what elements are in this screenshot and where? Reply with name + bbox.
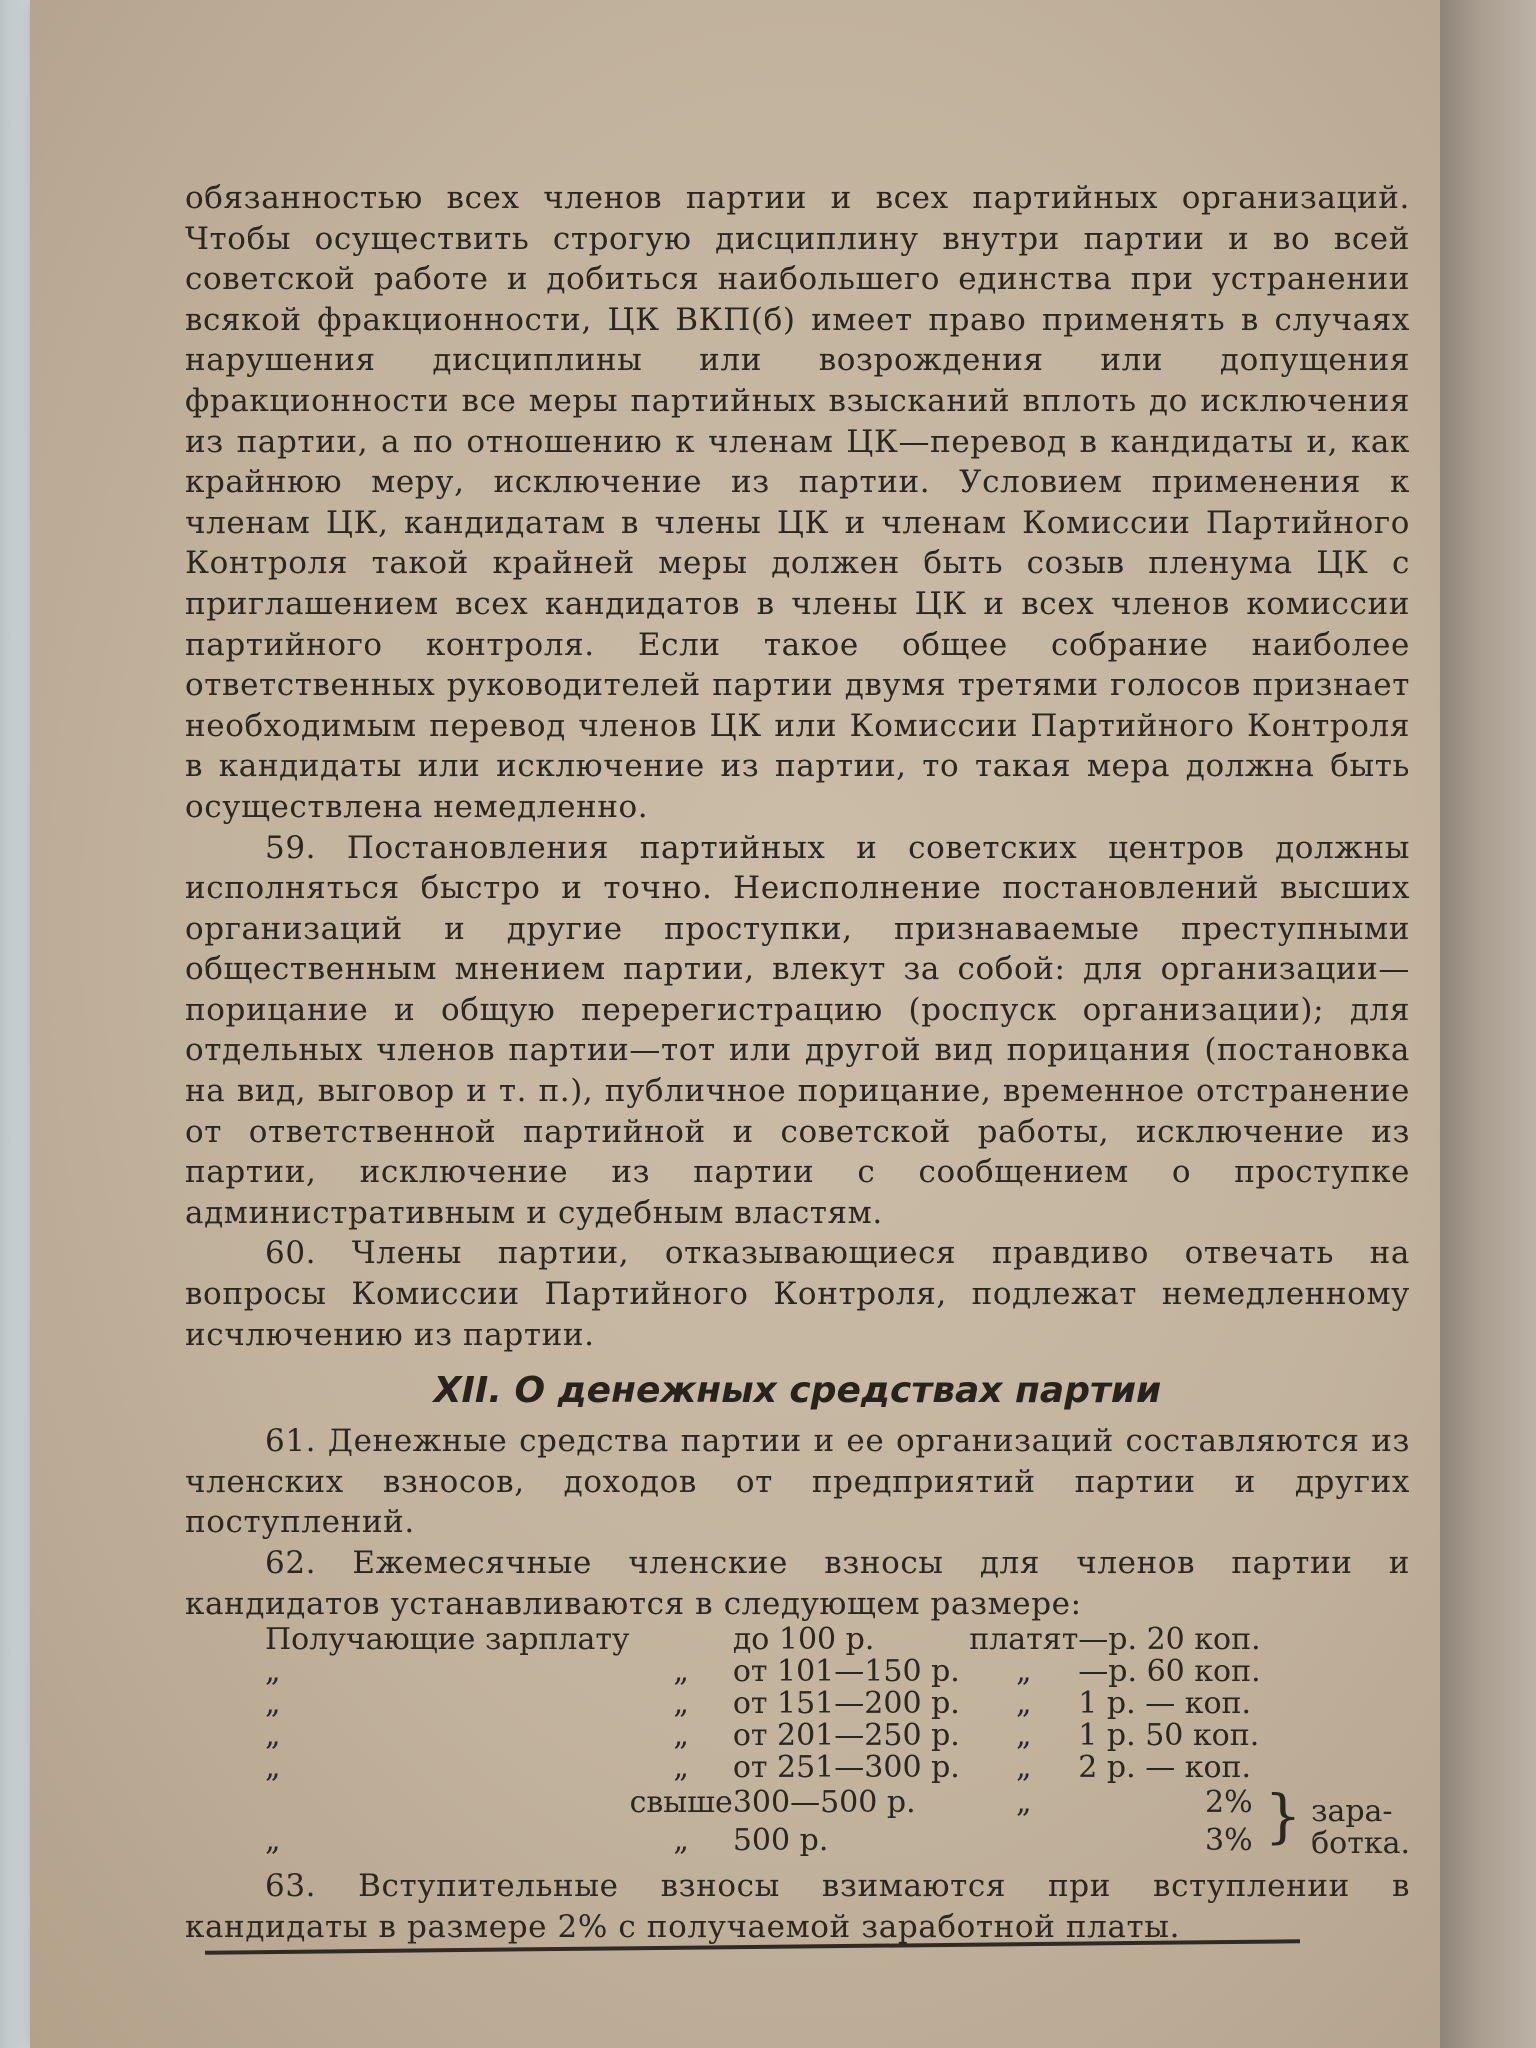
brace-label: зара- <box>1311 1794 1393 1830</box>
fee-row-amount: 1 р. 50 коп. <box>1078 1718 1260 1754</box>
fee-row-verb: платят <box>969 1622 1079 1658</box>
fee-row-lead: „ <box>265 1686 281 1722</box>
fee-row-amount: —р. 20 коп. <box>1078 1622 1261 1658</box>
fee-row-range: 300—500 р. <box>732 1785 916 1821</box>
fee-row-lead: „ <box>265 1750 281 1786</box>
table-row <box>265 1784 1410 1822</box>
paragraph-61: 61. Денежные средства партии и ее организаций составляются из членских взносов, доходов от предприятий партии и других поступлений. <box>185 1423 1410 1541</box>
table-row <box>265 1624 1410 1656</box>
fee-row-ditto: свыше <box>629 1785 733 1821</box>
paragraph-60: 60. Члены партии, отказывающиеся правдиво отвечать на вопросы Комиссии Партийного Контроля, подлежат немедленному исчлючению из партии. <box>185 1235 1410 1353</box>
fee-row-verb: „ <box>1015 1750 1032 1786</box>
table-row <box>265 1752 1410 1784</box>
fee-row-verb <box>969 1822 1078 1860</box>
fee-row-amount: 2% <box>1205 1785 1253 1821</box>
table-row <box>265 1720 1410 1752</box>
brace-label: ботка. <box>1311 1826 1410 1862</box>
brace-symbol: } <box>1264 1782 1302 1851</box>
table-row <box>265 1688 1410 1720</box>
fee-table <box>265 1624 1410 1860</box>
fee-row-range: от 151—200 р. <box>732 1686 960 1722</box>
fee-row-lead <box>265 1784 630 1822</box>
paragraph-63: 63. Вступительные взносы взимаются при вступлении в кандидаты в размере 2% с получаемой заработной платы. <box>185 1868 1410 1945</box>
fee-row-lead: Получающие зарплату <box>265 1622 630 1658</box>
table-row <box>265 1822 1410 1860</box>
paragraph-59: 59. Постановления партийных и советских центров должны исполняться быстро и точно. Неисполнение постановлений высших организаций и другие проступки, признаваемые преступными общественным мнением партии, влекут за собой: для организации—порицание и общую перерегистрацию (роспуск организации); для отдельных членов партии—тот или другой вид порицания (постановка на вид, выговор и т. п.), публичное порицание, временное отстранение от ответственной партийной и советской работы, исключение из партии, исключение из партии с сообщением о проступке административным и судебным властям. <box>185 829 1410 1231</box>
fee-row-amount: 2 р. — коп. <box>1078 1750 1252 1786</box>
fee-row-amount: —р. 60 коп. <box>1078 1654 1261 1690</box>
fee-row-verb: „ <box>1015 1654 1032 1690</box>
fee-row-ditto <box>630 1624 733 1656</box>
fee-row-range: до 100 р. <box>732 1622 875 1658</box>
fee-row-range: от 201—250 р. <box>732 1718 960 1754</box>
paragraph-62: 62. Ежемесячные членские взносы для членов партии и кандидатов устанавливаются в следующем размере: <box>185 1545 1410 1622</box>
fee-row-lead: „ <box>265 1654 281 1690</box>
fee-row-ditto: „ <box>673 1750 689 1786</box>
fee-row-lead: „ <box>265 1718 281 1754</box>
fee-row-ditto: „ <box>673 1718 689 1754</box>
brace-labels <box>1311 1796 1410 1860</box>
fee-row-verb: „ <box>1015 1785 1032 1821</box>
fee-row-range: от 251—300 р. <box>732 1750 960 1786</box>
fee-row-verb: „ <box>1015 1686 1032 1722</box>
fee-row-ditto: „ <box>673 1686 689 1722</box>
section-heading: XII. О денежных средствах партии <box>433 1370 1162 1412</box>
fee-row-amount: 1 р. — коп. <box>1078 1686 1252 1722</box>
fee-row-range: 500 р. <box>732 1823 829 1859</box>
fee-row-verb: „ <box>1015 1718 1032 1754</box>
page-edge-shadow <box>1440 0 1536 2048</box>
fee-row-amount: 3% <box>1205 1823 1253 1859</box>
page-text <box>185 178 1410 1947</box>
fee-row-ditto: „ <box>673 1823 689 1859</box>
brace-group <box>1261 1784 1410 1860</box>
fee-row-range: от 101—150 р. <box>732 1654 960 1690</box>
paragraph-continuation: обязанностью всех членов партии и всех партийных организаций. Чтобы осуществить строгую дисциплину внутри партии и во всей советской работе и добиться наибольшего единства при устранении всякой фракционности, ЦК ВКП(б) имеет право применять в случаях нарушения дисциплины или возрождения или допущения фракционности все меры партийных взысканий вплоть до исключения из партии, а по отношению к членам ЦК—перевод в кандидаты и, как крайнюю меру, исключение из партии. Условием применения к членам ЦК, кандидатам в члены ЦК и членам Комиссии Партийного Контроля такой крайней меры должен быть созыв пленума ЦК с приглашением всех кандидатов в члены ЦК и всех членов комиссии партийного контроля. Если такое общее собрание наиболее ответственных руководителей партии двумя третями голосов признает необходимым перевод членов ЦК или Комиссии Партийного Контроля в кандидаты или исключение из партии, то такая мера должна быть осуществлена немедленно. <box>185 180 1410 825</box>
fee-row-lead: „ <box>265 1823 281 1859</box>
table-row <box>265 1656 1410 1688</box>
fee-row-ditto: „ <box>673 1654 689 1690</box>
